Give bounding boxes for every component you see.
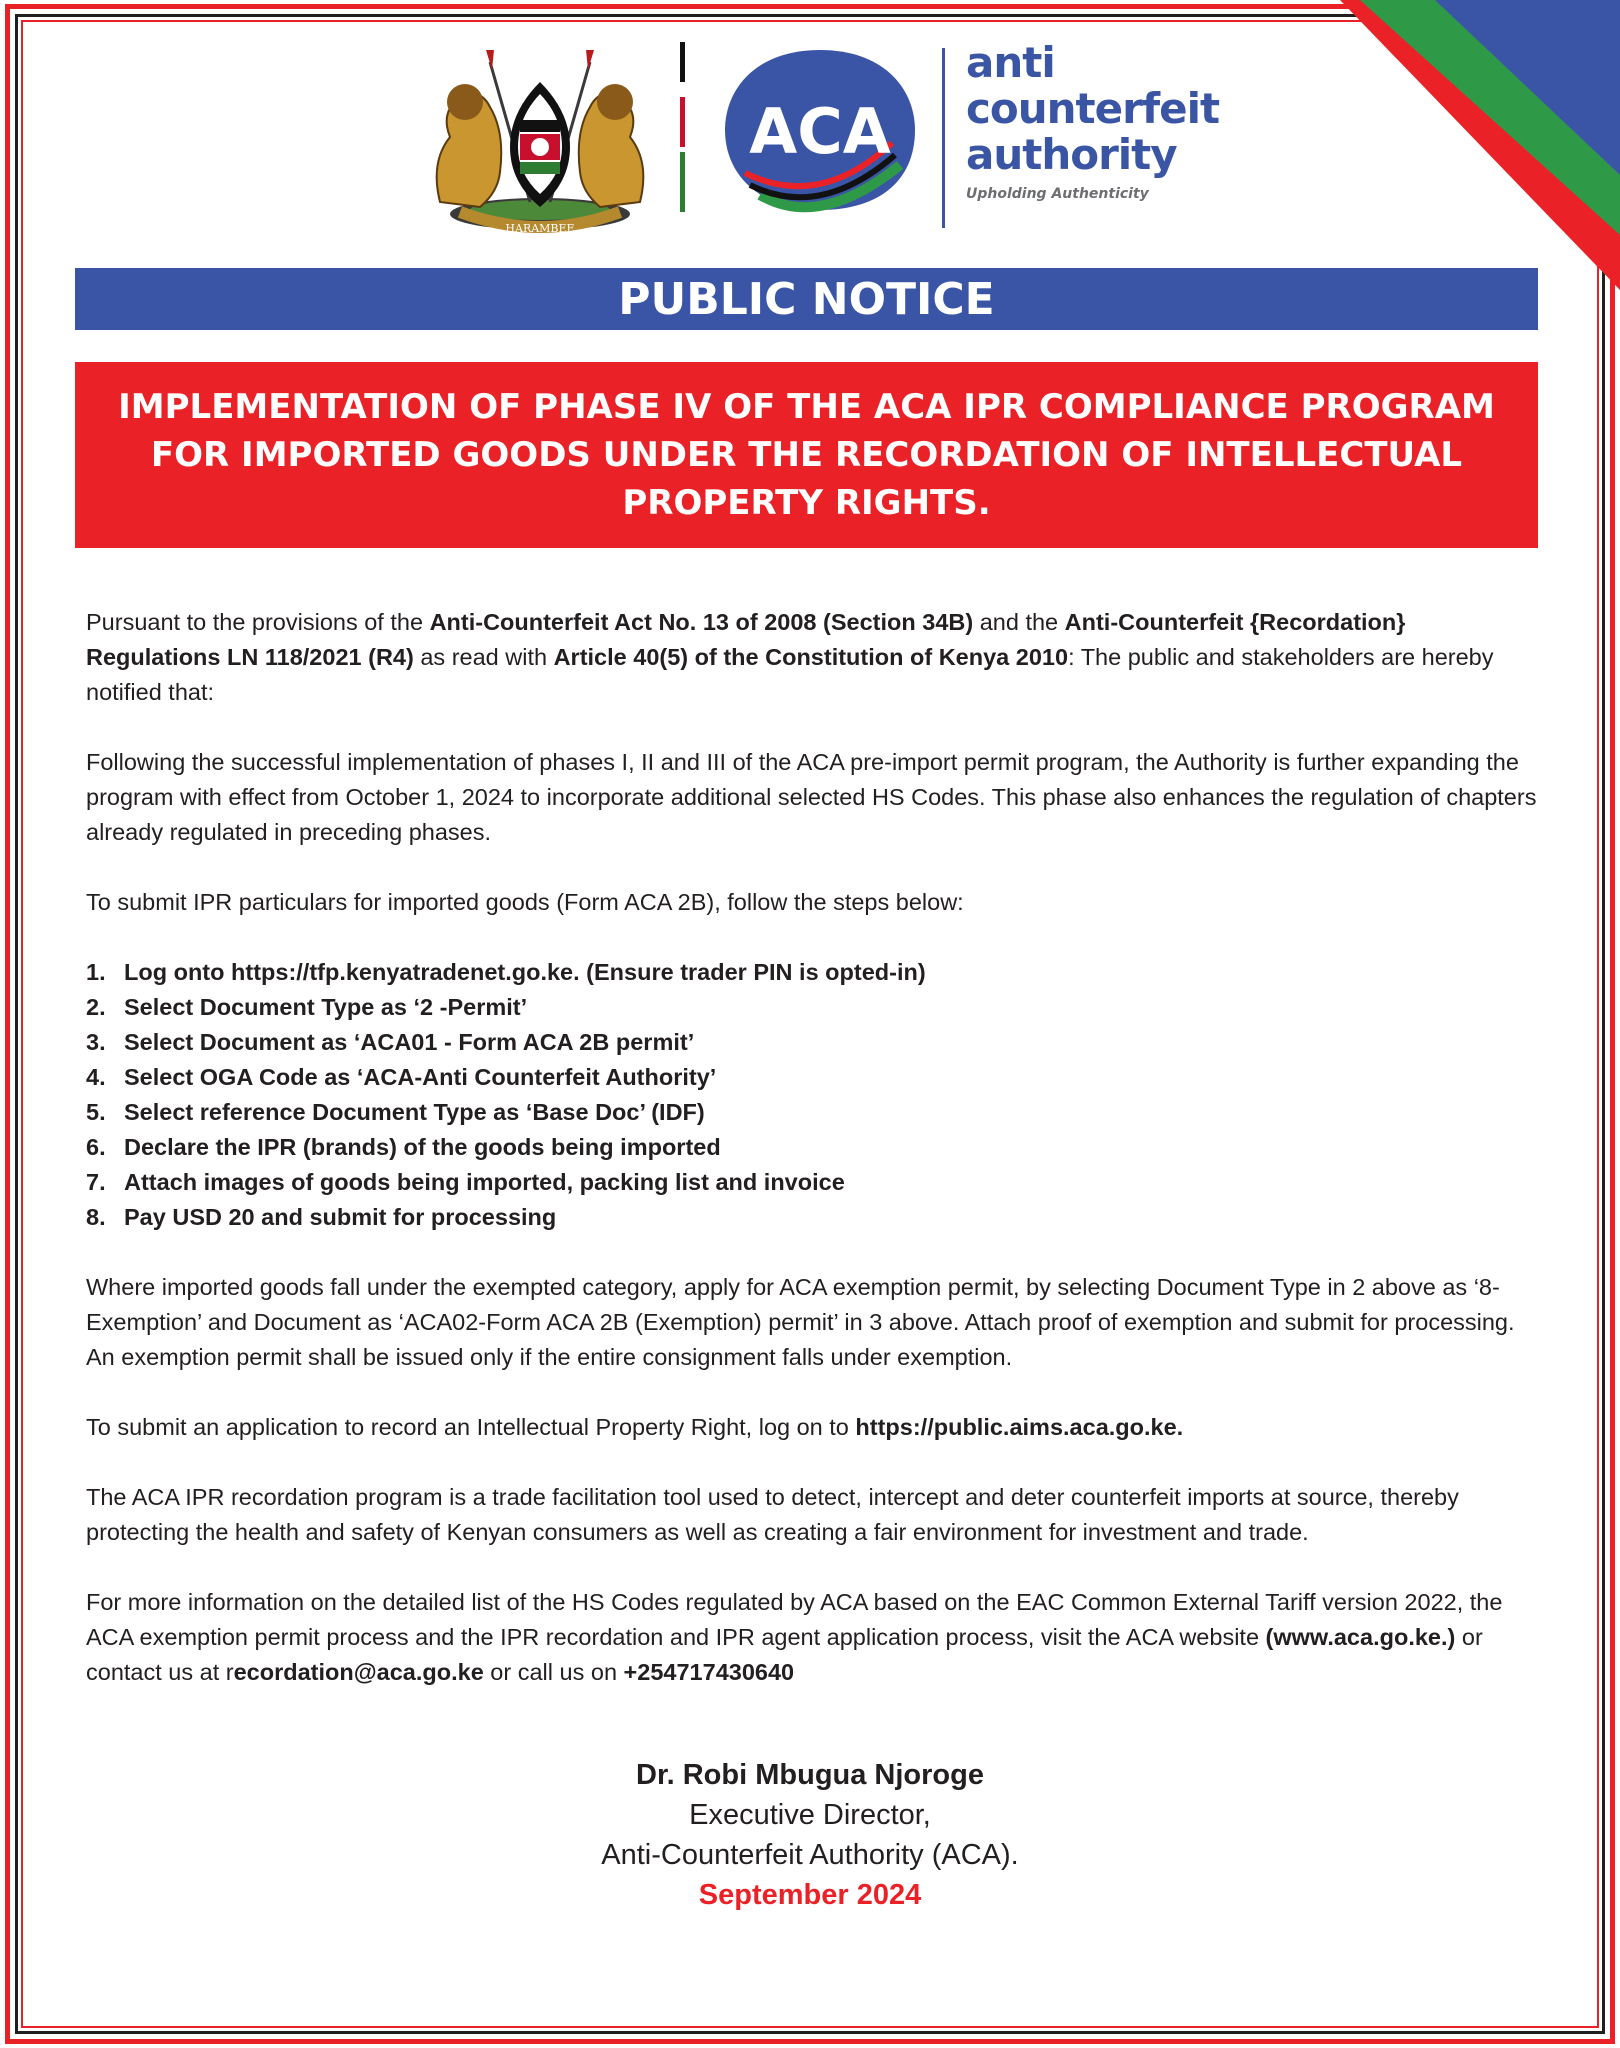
coat-motto: HARAMBEE <box>505 222 575 235</box>
phases-paragraph: Following the successful implementation of phases I, II and III of the ACA pre-import permit program, the Authority is further expanding the program with effect from October 1, 2024 to incorporate additional selected HS Codes. This phase also enhances the regulation of chapters already regulated in preceding phases. <box>86 749 1537 845</box>
phone-number: +254717430640 <box>623 1659 795 1685</box>
brand-tagline: Upholding Authenticity <box>966 186 1149 202</box>
regulations-reference: Anti-Counterfeit {Recordation} Regulations LN 118/2021 (R4) <box>86 609 1406 670</box>
signatory-name: Dr. Robi Mbugua Njoroge <box>636 1759 984 1791</box>
coat-of-arms-emblem <box>420 42 660 242</box>
email-link[interactable]: ecordation@aca.go.ke <box>233 1659 484 1685</box>
program-paragraph: The ACA IPR recordation program is a trade facilitation tool used to detect, intercept and deter counterfeit imports at source, thereby protecting the health and safety of Kenyan consumers as well as creating a fair environment for investment and trade. <box>86 1484 1459 1545</box>
intro-paragraph: Pursuant to the provisions of the Anti-Counterfeit Act No. 13 of 2008 (Section 34B) and the Anti-Counterfeit {Recordation} Regulations LN 118/2021 (R4) as read with Article 40(5) of the Constitution of Kenya 2010: The public and stakeholders are hereby notified that: <box>86 609 1494 705</box>
list-item: 2. Select Document Type as ‘2 -Permit’ <box>86 994 528 1020</box>
aca-logo-icon <box>720 45 920 215</box>
flag-separator <box>680 42 685 212</box>
recordation-paragraph: To submit an application to record an Intellectual Property Right, log on to https://public.aims.aca.go.ke. <box>86 1414 1184 1440</box>
notice-date: September 2024 <box>698 1879 922 1911</box>
act-reference: Anti-Counterfeit Act No. 13 of 2008 (Section 34B) <box>429 609 974 635</box>
brand-line-3: authority <box>966 130 1177 179</box>
brand-line-2: counterfeit <box>966 84 1220 133</box>
logo-divider <box>942 48 945 228</box>
brand-line-1: anti <box>966 38 1055 87</box>
list-item: 6. Declare the IPR (brands) of the goods being imported <box>86 1134 721 1160</box>
signatory-organization: Anti-Counterfeit Authority (ACA). <box>601 1839 1019 1871</box>
list-item: 5. Select reference Document Type as ‘Base Doc’ (IDF) <box>86 1099 705 1125</box>
list-item: 8. Pay USD 20 and submit for processing <box>86 1204 557 1230</box>
brand-wordmark <box>966 40 1266 202</box>
constitution-reference: Article 40(5) of the Constitution of Kenya 2010 <box>553 644 1069 670</box>
list-item: 1. Log onto https://tfp.kenyatradenet.go.ke. (Ensure trader PIN is opted-in) <box>86 959 926 985</box>
aims-portal-link[interactable]: https://public.aims.aca.go.ke. <box>855 1414 1184 1440</box>
aca-logo-text: ACA <box>749 95 891 168</box>
steps-intro: To submit IPR particulars for imported goods (Form ACA 2B), follow the steps below: <box>86 889 964 915</box>
list-item: 7. Attach images of goods being imported, packing list and invoice <box>86 1169 845 1195</box>
list-item: 4. Select OGA Code as ‘ACA-Anti Counterfeit Authority’ <box>86 1064 717 1090</box>
signature-block <box>0 1755 1620 1915</box>
contact-paragraph: For more information on the detailed list of the HS Codes regulated by ACA based on the EAC Common External Tariff version 2022, the ACA exemption permit process and the IPR recordation and IPR agent application process, visit the ACA website (www.aca.go.ke.) or contact us at recordation@aca.go.ke or call us on +254717430640 <box>86 1589 1503 1685</box>
notice-headline: IMPLEMENTATION OF PHASE IV OF THE ACA IPR COMPLIANCE PROGRAM FOR IMPORTED GOODS UNDER THE RECORDATION OF INTELLECTUAL PROPERTY RIGHTS. <box>75 362 1538 548</box>
list-item: 3. Select Document as ‘ACA01 - Form ACA 2B permit’ <box>86 1029 695 1055</box>
public-notice-banner: PUBLIC NOTICE <box>75 268 1538 330</box>
notice-body <box>86 605 1538 1690</box>
header <box>0 30 1620 235</box>
exemption-paragraph: Where imported goods fall under the exempted category, apply for ACA exemption permit, by selecting Document Type in 2 above as ‘8-Exemption’ and Document as ‘ACA02-Form ACA 2B (Exemption) permit’ in 3 above. Attach proof of exemption and submit for processing. An exemption permit shall be issued only if the entire consignment falls under exemption. <box>86 1274 1515 1370</box>
signatory-title: Executive Director, <box>689 1799 931 1831</box>
steps-list <box>86 955 1538 1235</box>
website-link[interactable]: (www.aca.go.ke.) <box>1265 1624 1456 1650</box>
